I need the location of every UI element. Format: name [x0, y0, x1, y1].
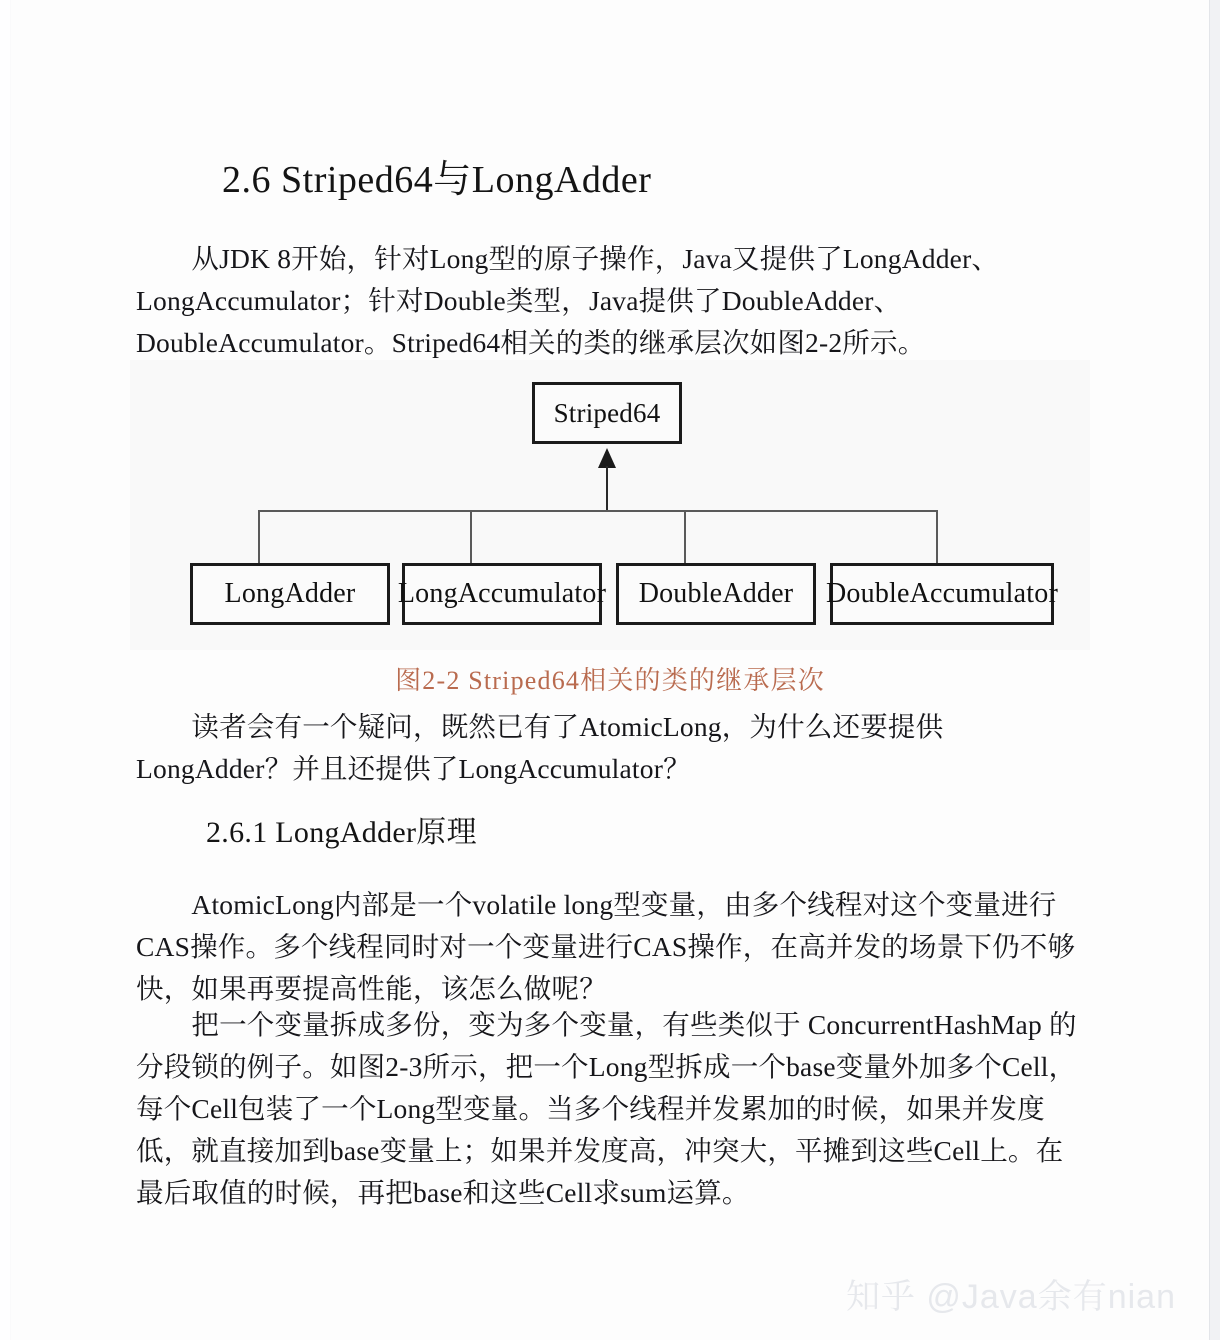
subsection-heading: 2.6.1 LongAdder原理 [206, 816, 477, 849]
connector-drop-doubleaccumulator [936, 510, 938, 565]
page-content [10, 0, 1210, 1340]
figure-class-hierarchy [130, 360, 1090, 650]
figure-caption: 图2-2 Striped64相关的类的继承层次 [395, 666, 825, 695]
paragraph-atomiclong: AtomicLong内部是一个volatile long型变量，由多个线程对这个变量进行CAS操作。多个线程同时对一个变量进行CAS操作，在高并发的场景下仍不够快，如果再要提高性能，该怎么做呢？ [136, 889, 1076, 1004]
diagram-node-doubleadder: DoubleAdder [616, 563, 816, 625]
paragraph-intro: 从JDK 8开始，针对Long型的原子操作，Java又提供了LongAdder、LongAccumulator；针对Double类型，Java提供了DoubleAdder、DoubleAccumulator。Striped64相关的类的继承层次如图2-2所示。 [136, 243, 1000, 358]
diagram-node-longaccumulator: LongAccumulator [402, 563, 602, 625]
connector-drop-longadder [258, 510, 260, 565]
paragraph-question: 读者会有一个疑问，既然已有了AtomicLong，为什么还要提供LongAdder？并且还提供了LongAccumulator？ [136, 711, 944, 784]
connector-drop-doubleadder [684, 510, 686, 565]
diagram-node-longadder: LongAdder [190, 563, 390, 625]
paragraph-split-variable: 把一个变量拆成多份，变为多个变量，有些类似于 ConcurrentHashMap 的分段锁的例子。如图2-3所示，把一个Long型拆成一个base变量外加多个Cell，每个Cell包装了一个Long型变量。当多个线程并发累加的时候，如果并发度低，就直接加到base变量上；如果并发度高，冲突大，平摊到这些Cell上。在最后取值的时候，再把base和这些Cell求sum运算。 [136, 1009, 1077, 1208]
connector-bus [258, 510, 938, 512]
inheritance-arrow-icon [598, 448, 616, 468]
connector-trunk [606, 466, 608, 510]
page-right-edge [1209, 0, 1220, 1340]
diagram-node-doubleaccumulator: DoubleAccumulator [830, 563, 1054, 625]
connector-drop-longaccumulator [470, 510, 472, 565]
section-heading: 2.6 Striped64与LongAdder [222, 159, 652, 201]
diagram-node-striped64: Striped64 [532, 382, 682, 444]
zhihu-watermark: 知乎 @Java余有nian [845, 1278, 1176, 1316]
